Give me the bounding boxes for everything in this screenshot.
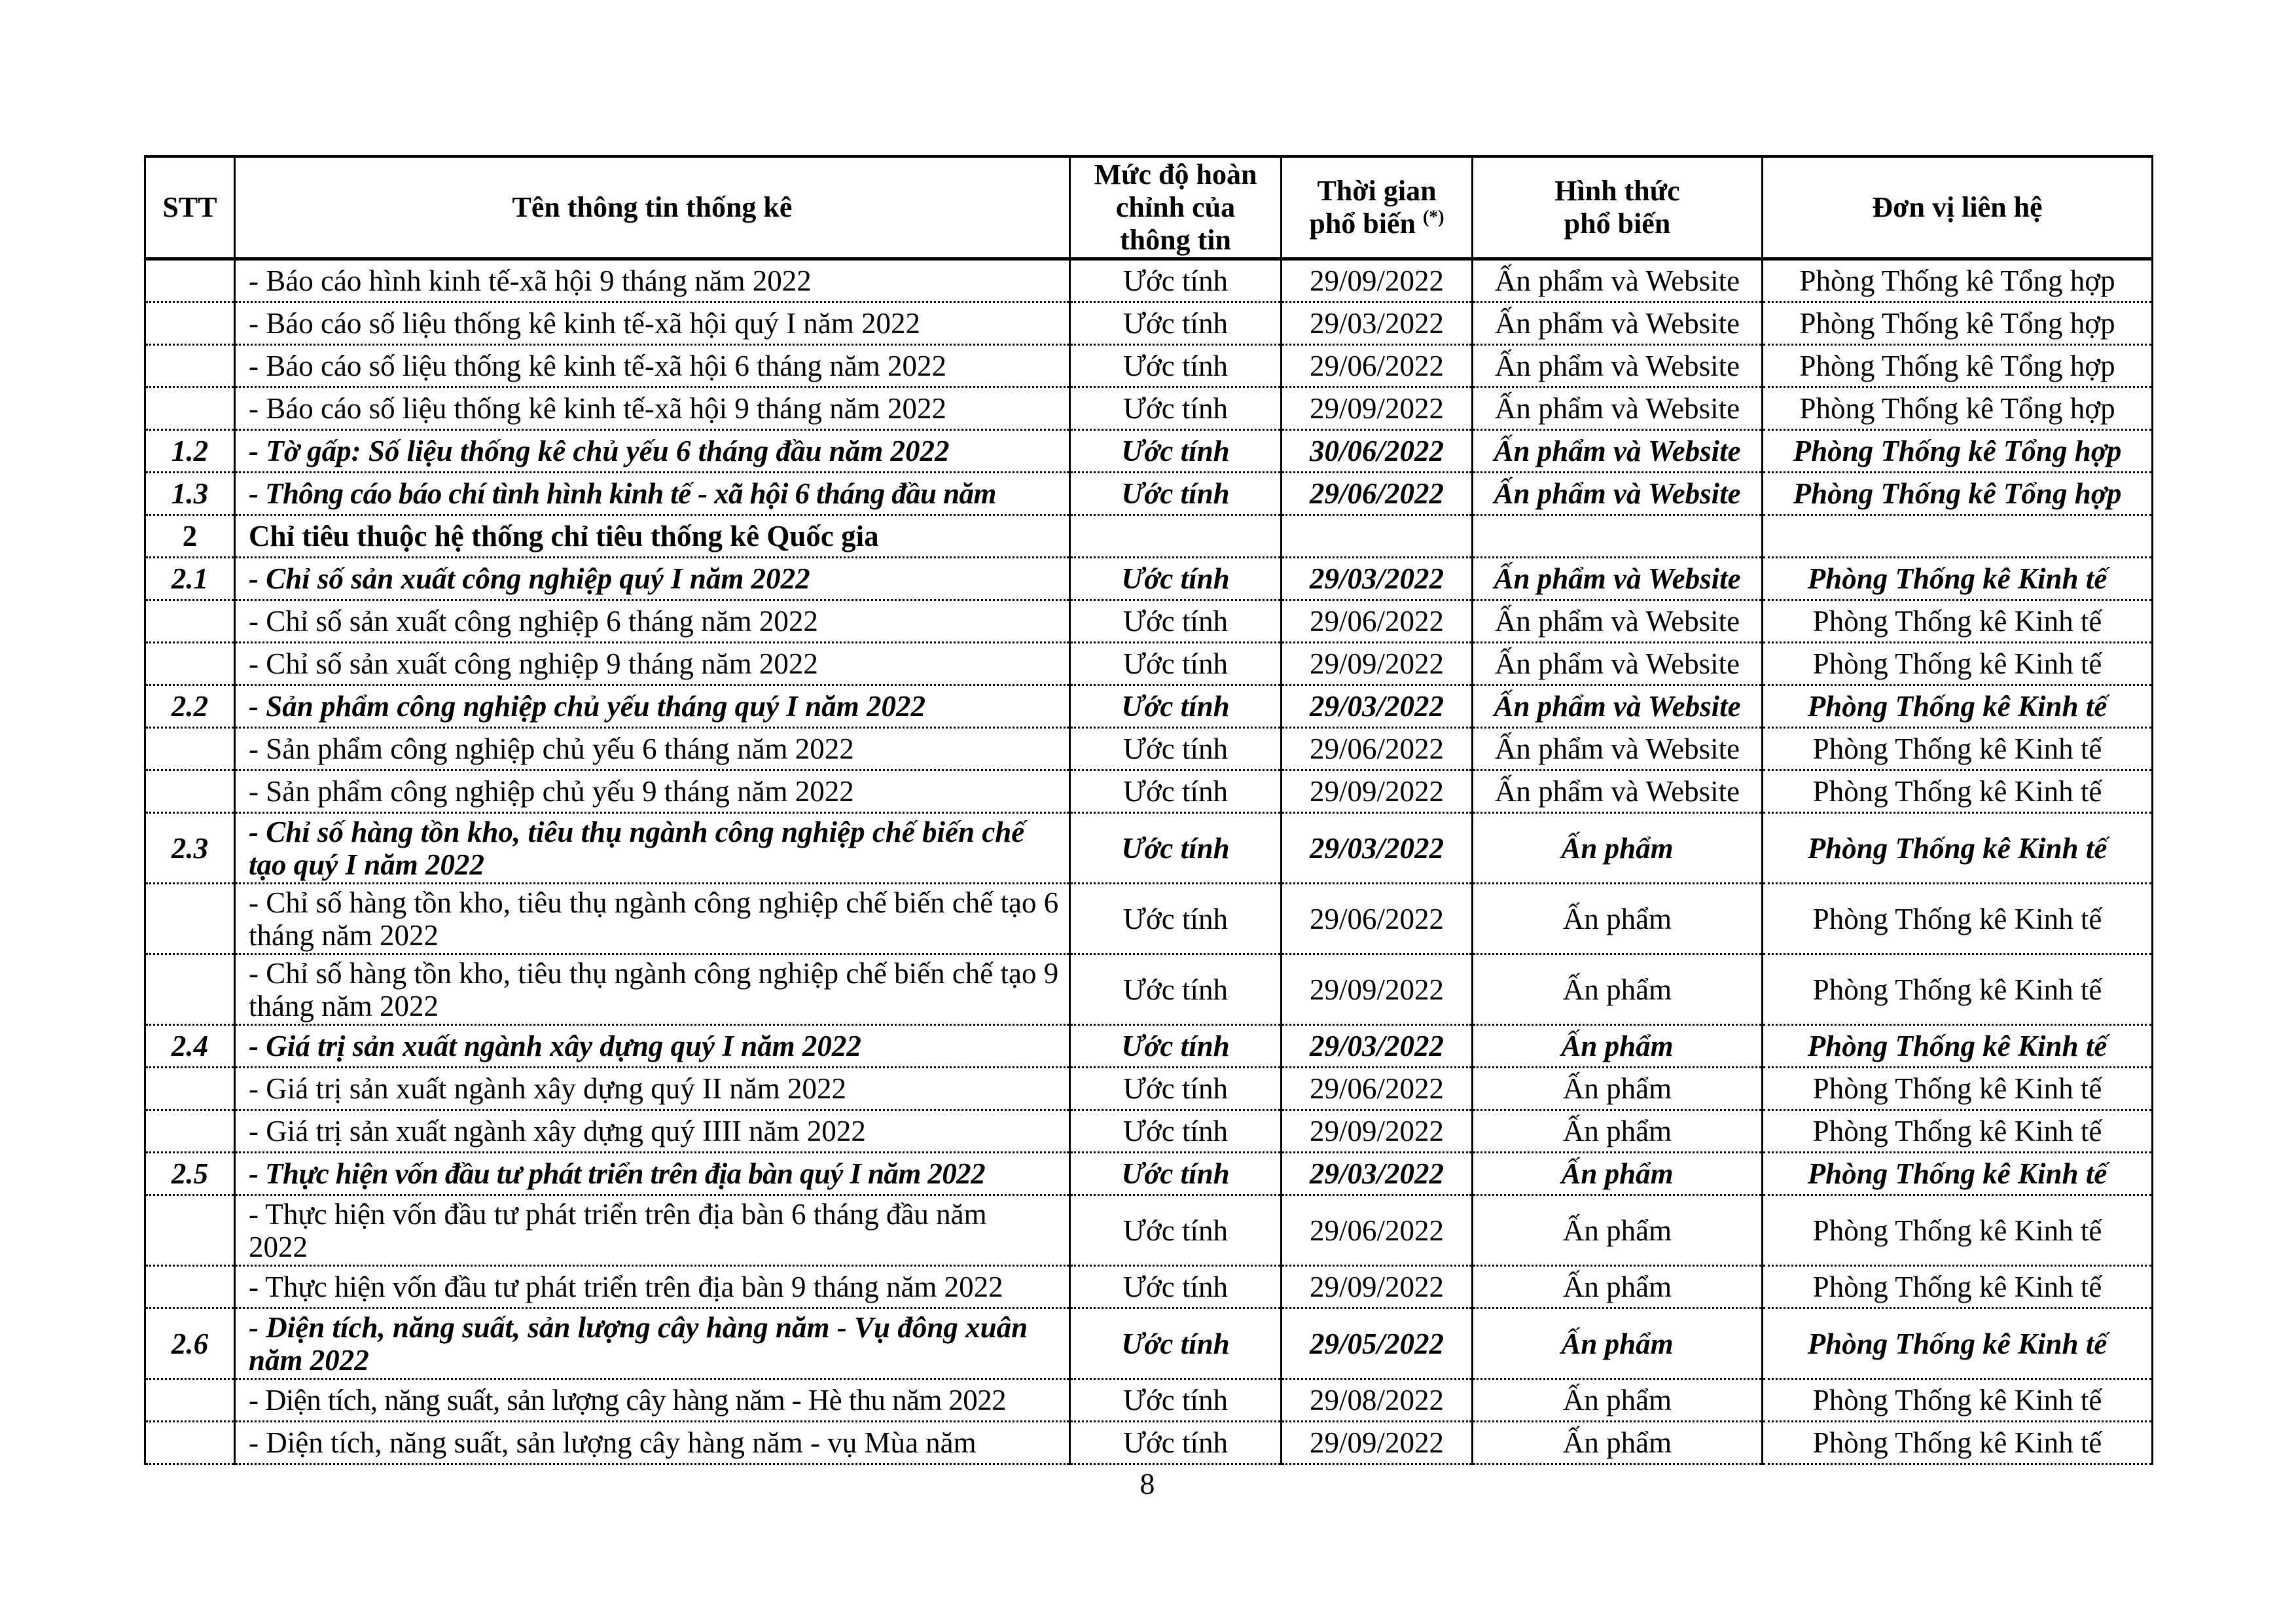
cell-contact	[1763, 515, 2153, 558]
cell-form: Ấn phẩm và Website	[1473, 643, 1763, 685]
cell-time: 29/09/2022	[1282, 770, 1473, 813]
cell-name: - Chỉ số hàng tồn kho, tiêu thụ ngành công nghiệp chế biến chế tạo 6 tháng năm 2022	[235, 884, 1070, 954]
cell-stt	[145, 1068, 235, 1110]
cell-time: 29/03/2022	[1282, 1025, 1473, 1068]
cell-time: 29/03/2022	[1282, 685, 1473, 728]
cell-name: - Chỉ số hàng tồn kho, tiêu thụ ngành công nghiệp chế biến chế tạo quý I năm 2022	[235, 813, 1070, 884]
cell-completeness	[1070, 515, 1282, 558]
table-row-subsection	[145, 1308, 2153, 1379]
cell-stt	[145, 1422, 235, 1464]
cell-stt: 1.2	[145, 430, 235, 473]
table-row	[145, 954, 2153, 1025]
cell-completeness: Ước tính	[1070, 1422, 1282, 1464]
cell-form: Ấn phẩm	[1473, 1153, 1763, 1195]
table-row	[145, 1110, 2153, 1153]
table-row-subsection	[145, 430, 2153, 473]
cell-completeness: Ước tính	[1070, 728, 1282, 770]
cell-name: - Diện tích, năng suất, sản lượng cây hàng năm - vụ Mùa năm	[235, 1422, 1070, 1464]
cell-completeness: Ước tính	[1070, 1153, 1282, 1195]
cell-completeness: Ước tính	[1070, 345, 1282, 388]
cell-time: 29/03/2022	[1282, 302, 1473, 345]
cell-stt: 2.5	[145, 1153, 235, 1195]
cell-form: Ấn phẩm và Website	[1473, 302, 1763, 345]
table-row-subsection	[145, 1025, 2153, 1068]
cell-time	[1282, 515, 1473, 558]
cell-completeness: Ước tính	[1070, 558, 1282, 600]
table-row-subsection	[145, 1153, 2153, 1195]
cell-time: 29/06/2022	[1282, 345, 1473, 388]
table-row	[145, 1422, 2153, 1464]
table-row	[145, 1195, 2153, 1266]
cell-contact: Phòng Thống kê Tổng hợp	[1763, 259, 2153, 302]
cell-form: Ấn phẩm và Website	[1473, 600, 1763, 643]
cell-completeness: Ước tính	[1070, 685, 1282, 728]
cell-name: Chỉ tiêu thuộc hệ thống chỉ tiêu thống kê Quốc gia	[235, 515, 1070, 558]
cell-stt: 2.2	[145, 685, 235, 728]
cell-form: Ấn phẩm và Website	[1473, 685, 1763, 728]
cell-completeness: Ước tính	[1070, 1110, 1282, 1153]
cell-completeness: Ước tính	[1070, 388, 1282, 430]
cell-contact: Phòng Thống kê Kinh tế	[1763, 1195, 2153, 1266]
cell-time: 29/05/2022	[1282, 1308, 1473, 1379]
cell-form: Ấn phẩm	[1473, 1308, 1763, 1379]
cell-stt: 2.3	[145, 813, 235, 884]
cell-name: - Chỉ số sản xuất công nghiệp 6 tháng năm 2022	[235, 600, 1070, 643]
cell-form: Ấn phẩm	[1473, 954, 1763, 1025]
cell-form: Ấn phẩm	[1473, 1025, 1763, 1068]
cell-contact: Phòng Thống kê Kinh tế	[1763, 1266, 2153, 1308]
cell-stt	[145, 302, 235, 345]
table-row-subsection	[145, 813, 2153, 884]
cell-time: 29/06/2022	[1282, 600, 1473, 643]
cell-form: Ấn phẩm và Website	[1473, 259, 1763, 302]
cell-time: 29/06/2022	[1282, 1195, 1473, 1266]
table-row	[145, 302, 2153, 345]
cell-name: - Tờ gấp: Số liệu thống kê chủ yếu 6 tháng đầu năm 2022	[235, 430, 1070, 473]
header-form	[1473, 156, 1763, 259]
cell-completeness: Ước tính	[1070, 1068, 1282, 1110]
cell-stt	[145, 770, 235, 813]
header-contact: Đơn vị liên hệ	[1763, 156, 2153, 259]
table-row	[145, 770, 2153, 813]
cell-contact: Phòng Thống kê Kinh tế	[1763, 1153, 2153, 1195]
header-stt: STT	[145, 156, 235, 259]
cell-stt: 2	[145, 515, 235, 558]
cell-contact: Phòng Thống kê Kinh tế	[1763, 770, 2153, 813]
header-time	[1282, 156, 1473, 259]
cell-form	[1473, 515, 1763, 558]
cell-time: 29/09/2022	[1282, 954, 1473, 1025]
cell-form: Ấn phẩm	[1473, 1266, 1763, 1308]
cell-contact: Phòng Thống kê Tổng hợp	[1763, 302, 2153, 345]
cell-time: 29/03/2022	[1282, 813, 1473, 884]
cell-form: Ấn phẩm và Website	[1473, 558, 1763, 600]
cell-time: 29/03/2022	[1282, 1153, 1473, 1195]
cell-time: 29/06/2022	[1282, 473, 1473, 515]
cell-contact: Phòng Thống kê Tổng hợp	[1763, 473, 2153, 515]
cell-stt: 2.1	[145, 558, 235, 600]
cell-contact: Phòng Thống kê Kinh tế	[1763, 1110, 2153, 1153]
cell-stt	[145, 1110, 235, 1153]
table-row	[145, 600, 2153, 643]
cell-name: - Thực hiện vốn đầu tư phát triển trên địa bàn quý I năm 2022	[235, 1153, 1070, 1195]
cell-contact: Phòng Thống kê Kinh tế	[1763, 643, 2153, 685]
table-row-section	[145, 515, 2153, 558]
cell-contact: Phòng Thống kê Kinh tế	[1763, 884, 2153, 954]
table-row-subsection	[145, 558, 2153, 600]
cell-completeness: Ước tính	[1070, 473, 1282, 515]
header-completeness	[1070, 156, 1282, 259]
cell-completeness: Ước tính	[1070, 954, 1282, 1025]
table-row-subsection	[145, 473, 2153, 515]
cell-contact: Phòng Thống kê Tổng hợp	[1763, 345, 2153, 388]
cell-contact: Phòng Thống kê Kinh tế	[1763, 558, 2153, 600]
cell-stt: 1.3	[145, 473, 235, 515]
header-time-label: Thời gian phổ biến	[1309, 175, 1437, 240]
cell-contact: Phòng Thống kê Tổng hợp	[1763, 430, 2153, 473]
table-row-subsection	[145, 685, 2153, 728]
cell-contact: Phòng Thống kê Kinh tế	[1763, 600, 2153, 643]
header-form-label: Hình thức phổ biến	[1554, 175, 1680, 240]
cell-form: Ấn phẩm và Website	[1473, 430, 1763, 473]
cell-stt	[145, 388, 235, 430]
cell-stt: 2.6	[145, 1308, 235, 1379]
cell-completeness: Ước tính	[1070, 259, 1282, 302]
cell-completeness: Ước tính	[1070, 884, 1282, 954]
cell-time: 29/09/2022	[1282, 259, 1473, 302]
table-row	[145, 259, 2153, 302]
cell-name: - Sản phẩm công nghiệp chủ yếu 6 tháng năm 2022	[235, 728, 1070, 770]
cell-completeness: Ước tính	[1070, 1266, 1282, 1308]
table-row	[145, 345, 2153, 388]
table-row	[145, 1379, 2153, 1422]
header-completeness-label: Mức độ hoàn chỉnh của thông tin	[1094, 158, 1257, 256]
cell-name: - Diện tích, năng suất, sản lượng cây hàng năm - Vụ đông xuân năm 2022	[235, 1308, 1070, 1379]
cell-name: - Thông cáo báo chí tình hình kinh tế - xã hội 6 tháng đầu năm	[235, 473, 1070, 515]
cell-time: 29/09/2022	[1282, 1266, 1473, 1308]
header-time-footnote-mark: (*)	[1422, 207, 1444, 228]
cell-completeness: Ước tính	[1070, 1308, 1282, 1379]
cell-form: Ấn phẩm	[1473, 1379, 1763, 1422]
cell-completeness: Ước tính	[1070, 770, 1282, 813]
cell-stt	[145, 1266, 235, 1308]
cell-name: - Diện tích, năng suất, sản lượng cây hàng năm - Hè thu năm 2022	[235, 1379, 1070, 1422]
cell-time: 29/06/2022	[1282, 884, 1473, 954]
cell-name: - Báo cáo hình kinh tế-xã hội 9 tháng năm 2022	[235, 259, 1070, 302]
cell-form: Ấn phẩm	[1473, 813, 1763, 884]
cell-name: - Thực hiện vốn đầu tư phát triển trên địa bàn 6 tháng đầu năm 2022	[235, 1195, 1070, 1266]
cell-stt	[145, 345, 235, 388]
table-row	[145, 1266, 2153, 1308]
cell-contact: Phòng Thống kê Kinh tế	[1763, 1068, 2153, 1110]
cell-completeness: Ước tính	[1070, 430, 1282, 473]
cell-contact: Phòng Thống kê Kinh tế	[1763, 1379, 2153, 1422]
cell-completeness: Ước tính	[1070, 643, 1282, 685]
cell-contact: Phòng Thống kê Kinh tế	[1763, 813, 2153, 884]
cell-contact: Phòng Thống kê Kinh tế	[1763, 685, 2153, 728]
cell-name: - Sản phẩm công nghiệp chủ yếu 9 tháng năm 2022	[235, 770, 1070, 813]
cell-stt	[145, 884, 235, 954]
cell-form: Ấn phẩm	[1473, 884, 1763, 954]
cell-name: - Giá trị sản xuất ngành xây dựng quý I năm 2022	[235, 1025, 1070, 1068]
cell-name: - Báo cáo số liệu thống kê kinh tế-xã hội quý I năm 2022	[235, 302, 1070, 345]
cell-stt	[145, 643, 235, 685]
cell-stt	[145, 600, 235, 643]
statistics-dissemination-table	[144, 155, 2153, 1465]
cell-time: 29/06/2022	[1282, 728, 1473, 770]
cell-time: 29/09/2022	[1282, 643, 1473, 685]
cell-contact: Phòng Thống kê Kinh tế	[1763, 728, 2153, 770]
cell-stt	[145, 954, 235, 1025]
cell-form: Ấn phẩm	[1473, 1422, 1763, 1464]
cell-contact: Phòng Thống kê Kinh tế	[1763, 1422, 2153, 1464]
cell-name: - Chỉ số hàng tồn kho, tiêu thụ ngành công nghiệp chế biến chế tạo 9 tháng năm 2022	[235, 954, 1070, 1025]
cell-name: - Chỉ số sản xuất công nghiệp quý I năm 2022	[235, 558, 1070, 600]
cell-time: 29/08/2022	[1282, 1379, 1473, 1422]
cell-form: Ấn phẩm và Website	[1473, 473, 1763, 515]
cell-name: - Báo cáo số liệu thống kê kinh tế-xã hội 6 tháng năm 2022	[235, 345, 1070, 388]
cell-time: 30/06/2022	[1282, 430, 1473, 473]
cell-completeness: Ước tính	[1070, 1195, 1282, 1266]
cell-form: Ấn phẩm	[1473, 1068, 1763, 1110]
cell-stt	[145, 728, 235, 770]
cell-name: - Thực hiện vốn đầu tư phát triển trên địa bàn 9 tháng năm 2022	[235, 1266, 1070, 1308]
cell-form: Ấn phẩm và Website	[1473, 770, 1763, 813]
cell-time: 29/06/2022	[1282, 1068, 1473, 1110]
cell-stt	[145, 1195, 235, 1266]
table-row	[145, 388, 2153, 430]
table-row	[145, 643, 2153, 685]
page-number: 8	[1139, 1467, 1155, 1500]
cell-time: 29/03/2022	[1282, 558, 1473, 600]
table-row	[145, 1068, 2153, 1110]
cell-completeness: Ước tính	[1070, 1025, 1282, 1068]
table-row	[145, 884, 2153, 954]
cell-stt	[145, 259, 235, 302]
cell-name: - Chỉ số sản xuất công nghiệp 9 tháng năm 2022	[235, 643, 1070, 685]
cell-name: - Giá trị sản xuất ngành xây dựng quý II năm 2022	[235, 1068, 1070, 1110]
cell-contact: Phòng Thống kê Tổng hợp	[1763, 388, 2153, 430]
cell-name: - Báo cáo số liệu thống kê kinh tế-xã hội 9 tháng năm 2022	[235, 388, 1070, 430]
cell-form: Ấn phẩm	[1473, 1110, 1763, 1153]
cell-time: 29/09/2022	[1282, 1110, 1473, 1153]
cell-form: Ấn phẩm và Website	[1473, 728, 1763, 770]
cell-form: Ấn phẩm	[1473, 1195, 1763, 1266]
cell-name: - Sản phẩm công nghiệp chủ yếu tháng quý I năm 2022	[235, 685, 1070, 728]
cell-form: Ấn phẩm và Website	[1473, 388, 1763, 430]
header-name: Tên thông tin thống kê	[235, 156, 1070, 259]
cell-completeness: Ước tính	[1070, 600, 1282, 643]
cell-stt	[145, 1379, 235, 1422]
table-row	[145, 728, 2153, 770]
table-header-row	[145, 156, 2153, 259]
cell-contact: Phòng Thống kê Kinh tế	[1763, 1308, 2153, 1379]
cell-form: Ấn phẩm và Website	[1473, 345, 1763, 388]
cell-completeness: Ước tính	[1070, 302, 1282, 345]
cell-completeness: Ước tính	[1070, 1379, 1282, 1422]
cell-contact: Phòng Thống kê Kinh tế	[1763, 954, 2153, 1025]
cell-stt: 2.4	[145, 1025, 235, 1068]
cell-name: - Giá trị sản xuất ngành xây dựng quý IIII năm 2022	[235, 1110, 1070, 1153]
cell-time: 29/09/2022	[1282, 388, 1473, 430]
cell-completeness: Ước tính	[1070, 813, 1282, 884]
cell-contact: Phòng Thống kê Kinh tế	[1763, 1025, 2153, 1068]
cell-time: 29/09/2022	[1282, 1422, 1473, 1464]
